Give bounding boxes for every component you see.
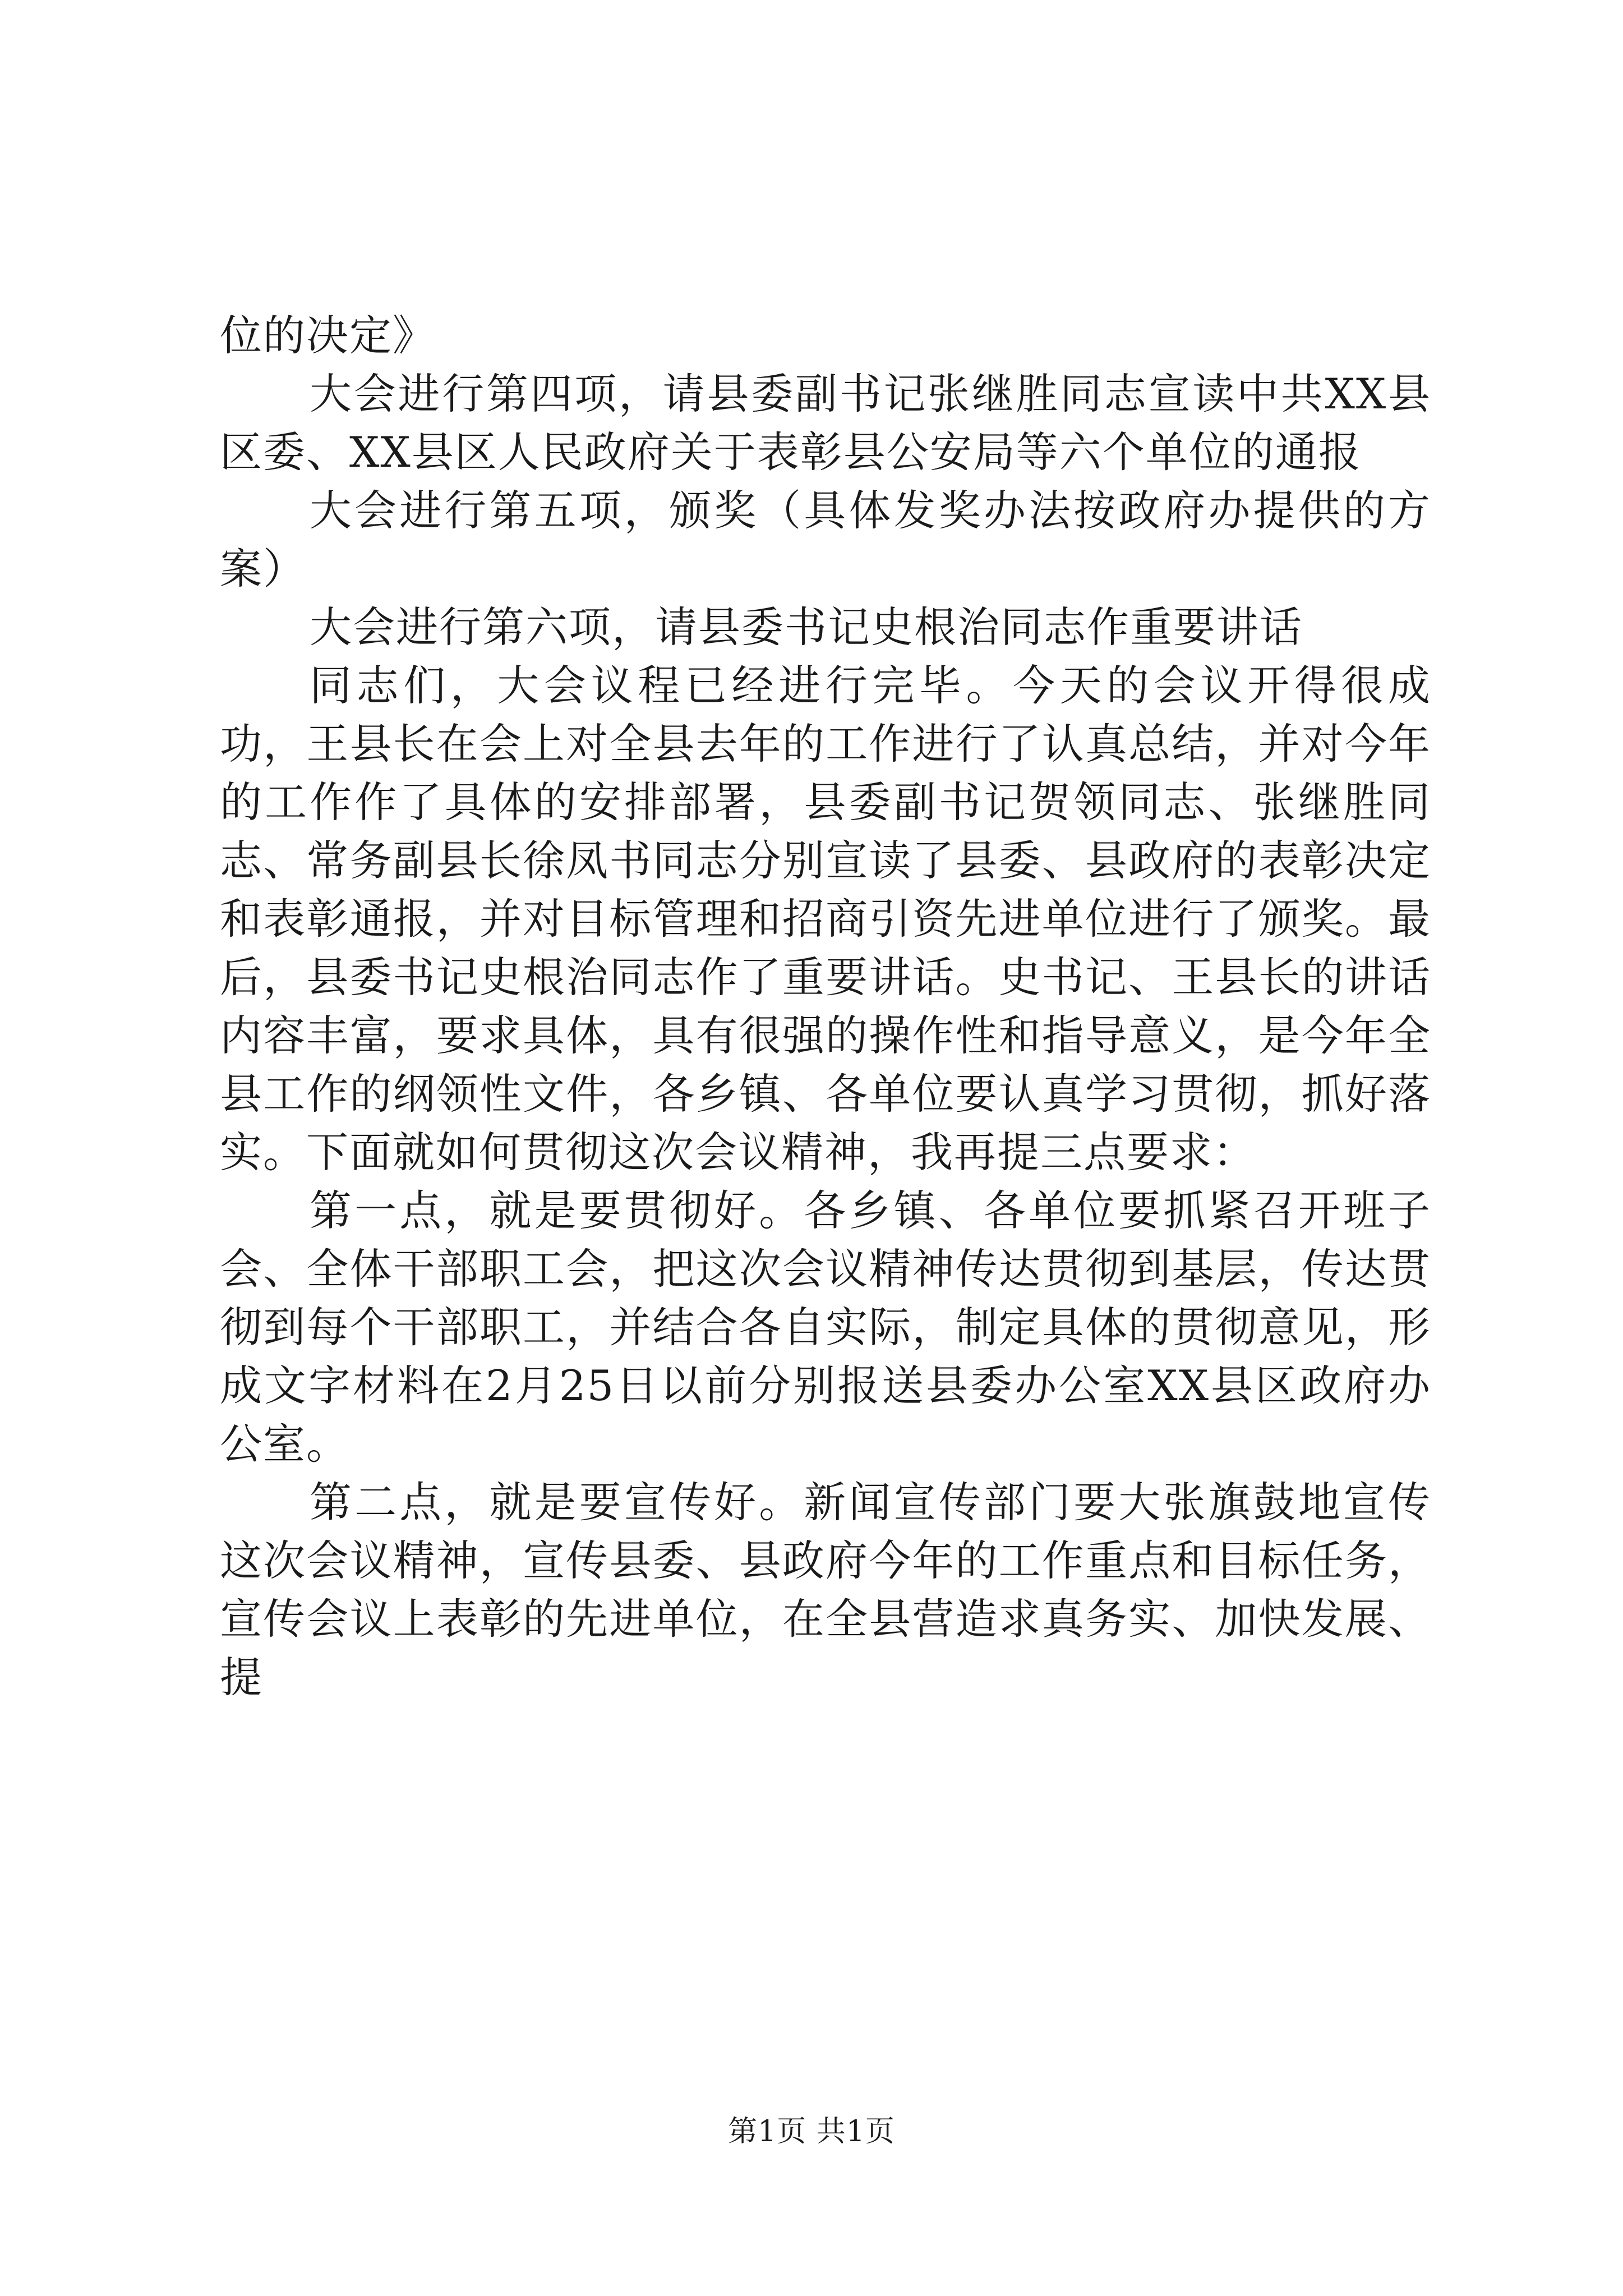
- paragraph-agenda-item-5: 大会进行第五项，颁奖（具体发奖办法按政府办提供的方案）: [220, 486, 1431, 593]
- paragraph-summary: 同志们，大会议程已经进行完毕。今天的会议开得很成功，王县长在会上对全县去年的工作进行了认真总结，并对今年的工作作了具体的安排部署，县委副书记贺领同志、张继胜同志、常务副县长徐凤书同志分别宣读了县委、县政府的表彰决定和表彰通报，并对目标管理和招商引资先进单位进行了颁奖。最后，县委书记史根治同志作了重要讲话。史书记、王县长的讲话内容丰富，要求具体，具有很强的操作性和指导意义，是今年全县工作的纲领性文件，各乡镇、各单位要认真学习贯彻，抓好落实。下面就如何贯彻这次会议精神，我再提三点要求：: [220, 661, 1431, 1177]
- paragraph-point-2: 第二点，就是要宣传好。新闻宣传部门要大张旗鼓地宣传这次会议精神，宣传县委、县政府今年的工作重点和目标任务，宣传会议上表彰的先进单位，在全县营造求真务实、加快发展、提: [220, 1478, 1431, 1702]
- paragraph-point-1: 第一点，就是要贯彻好。各乡镇、各单位要抓紧召开班子会、全体干部职工会，把这次会议精神传达贯彻到基层，传达贯彻到每个干部职工，并结合各自实际，制定具体的贯彻意见，形成文字材料在2月25日以前分别报送县委办公室XX县区政府办公室。: [220, 1186, 1431, 1469]
- document-body: [220, 306, 1431, 1706]
- page-footer: 第1页 共1页: [728, 2115, 895, 2148]
- paragraph-continuation: 位的决定》: [220, 311, 436, 360]
- paragraph-agenda-item-4: 大会进行第四项，请县委副书记张继胜同志宣读中共XX县区委、XX县区人民政府关于表彰县公安局等六个单位的通报: [220, 369, 1431, 477]
- paragraph-agenda-item-6: 大会进行第六项，请县委书记史根治同志作重要讲话: [310, 602, 1303, 652]
